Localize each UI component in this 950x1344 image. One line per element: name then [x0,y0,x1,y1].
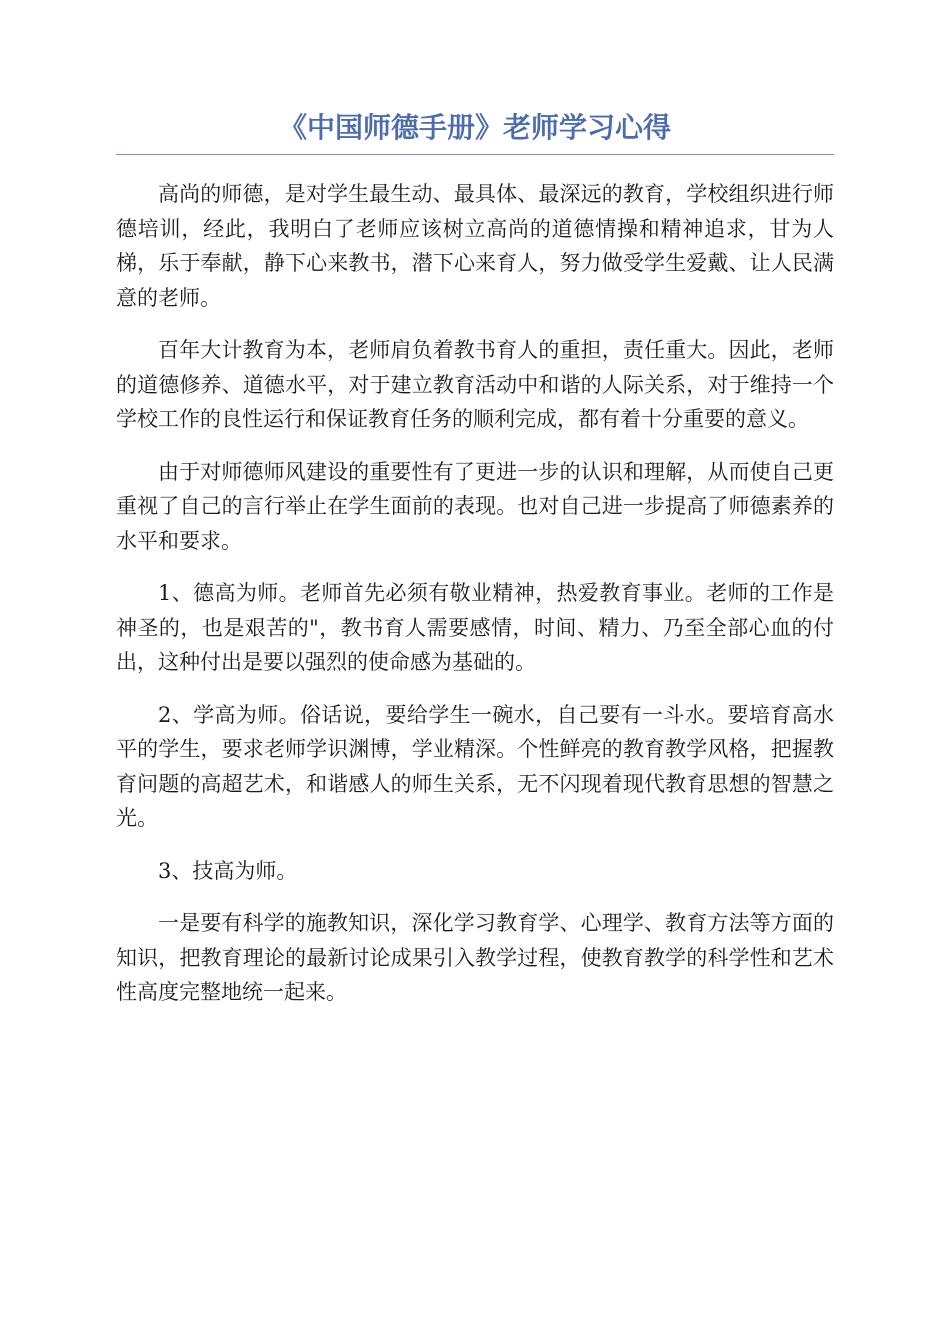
paragraph-1: 高尚的师德，是对学生最生动、最具体、最深远的教育，学校组织进行师德培训，经此，我明白了老师应该树立高尚的道德情操和精神追求，甘为人梯，乐于奉献，静下心来教书，潜下心来育人，努力做受学生爱戴、让人民满意的老师。 [116,182,834,310]
paragraph-6: 3、技高为师。 [158,858,298,883]
paragraph-3: 由于对师德师风建设的重要性有了更进一步的认识和理解，从而使自己更重视了自己的言行举止在学生面前的表现。也对自己进一步提高了师德素养的水平和要求。 [116,459,834,553]
document-page [116,108,834,1028]
paragraph-5: 2、学高为师。俗话说，要给学生一碗水，自己要有一斗水。要培育高水平的学生，要求老师学识渊博，学业精深。个性鲜亮的教育教学风格，把握教育问题的高超艺术，和谐感人的师生关系，无不闪现着现代教育思想的智慧之光。 [116,702,834,830]
document-title: 《中国师德手册》老师学习心得 [116,108,834,155]
paragraph-4: 1、德高为师。老师首先必须有敬业精神，热爱教育事业。老师的工作是神圣的，也是艰苦的"，教书育人需要感情，时间、精力、乃至全部心血的付出，这种付出是要以强烈的使命感为基础的。 [116,581,834,674]
paragraph-7: 一是要有科学的施教知识，深化学习教育学、心理学、教育方法等方面的知识，把教育理论的最新讨论成果引入教学过程，使教育教学的科学性和艺术性高度完整地统一起来。 [116,911,834,1004]
paragraph-2: 百年大计教育为本，老师肩负着教书育人的重担，责任重大。因此，老师的道德修养、道德水平，对于建立教育活动中和谐的人际关系，对于维持一个学校工作的良性运行和保证教育任务的顺利完成，都有着十分重要的意义。 [116,338,834,431]
document-body [116,177,834,1010]
